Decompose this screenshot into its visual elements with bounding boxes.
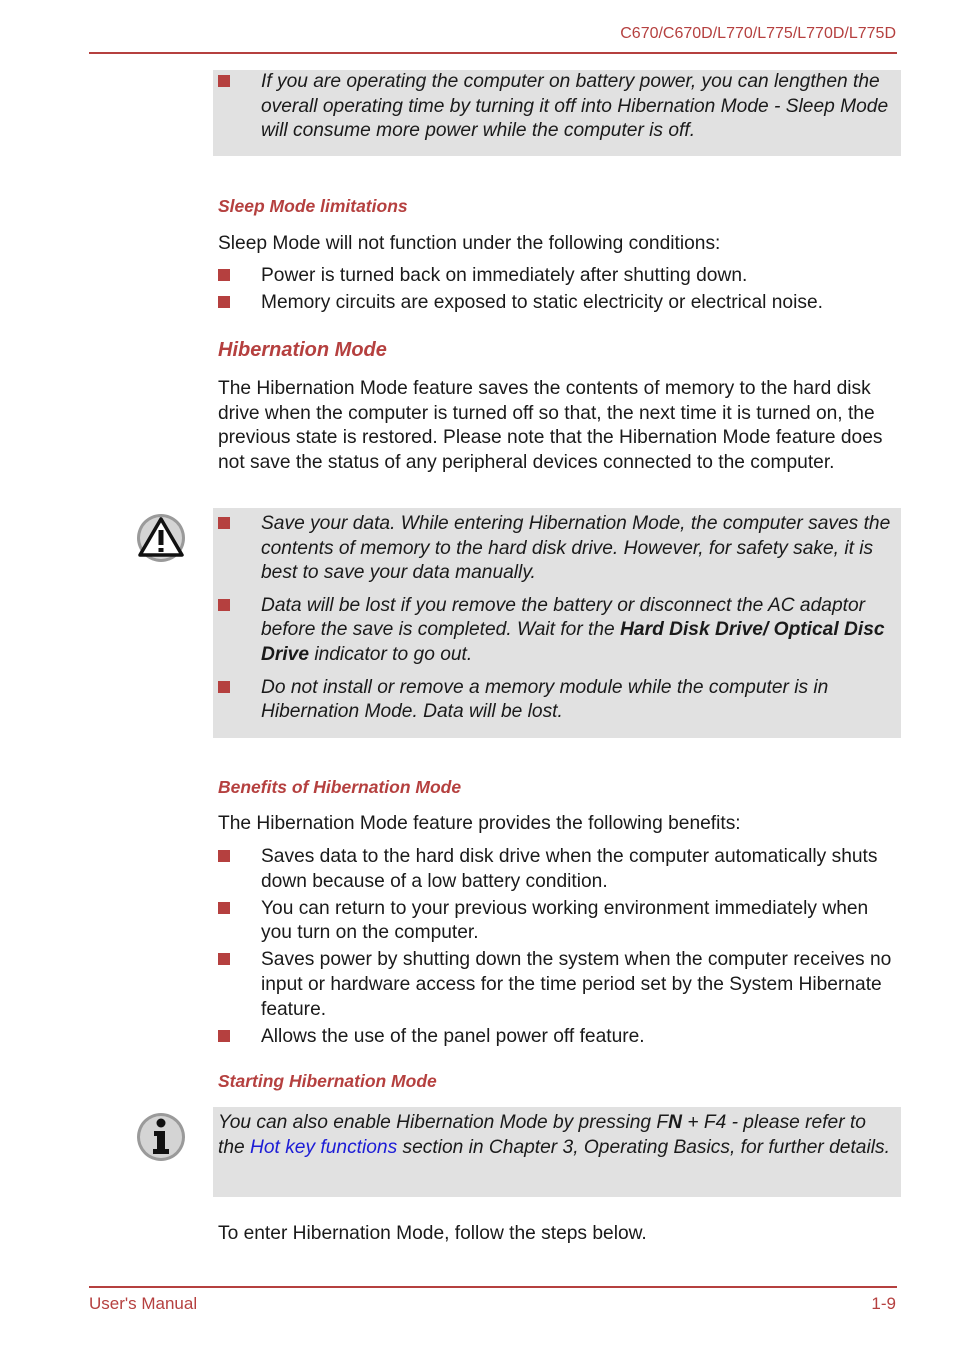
battery-note-list bbox=[213, 70, 893, 144]
bullet-icon bbox=[218, 75, 230, 87]
list-item: Saves data to the hard disk drive when the computer automatically shuts down because of a low battery condition. bbox=[213, 845, 903, 894]
list-item: If you are operating the computer on battery power, you can lengthen the overall operating time by turning it off into Hibernation Mode - Sleep Mode will consume more power while the computer is off. bbox=[213, 70, 893, 144]
bullet-icon bbox=[218, 296, 230, 308]
benefits-heading: Benefits of Hibernation Mode bbox=[218, 777, 462, 797]
footer-manual-title: User's Manual bbox=[89, 1294, 198, 1313]
steps-intro: To enter Hibernation Mode, follow the steps below. bbox=[218, 1223, 647, 1244]
caution-list bbox=[213, 512, 893, 725]
sleep-limitations-list bbox=[213, 264, 903, 318]
caution-note bbox=[213, 508, 901, 738]
sleep-limitations-intro: Sleep Mode will not function under the following conditions: bbox=[218, 233, 721, 254]
info-note-text: You can also enable Hibernation Mode by pressing FN + F4 - please refer to the Hot key functions section in Chapter 3, Operating Basics, for further details. bbox=[218, 1112, 890, 1158]
page-number: 1-9 bbox=[871, 1294, 896, 1313]
bullet-icon bbox=[218, 269, 230, 281]
list-item: Data will be lost if you remove the battery or disconnect the AC adaptor before the save is completed. Wait for the Hard Disk Drive/ Optical Disc Drive indicator to go out. bbox=[213, 594, 893, 668]
list-item: Allows the use of the panel power off feature. bbox=[213, 1025, 903, 1050]
hibernation-heading: Hibernation Mode bbox=[218, 339, 387, 361]
benefits-intro: The Hibernation Mode feature provides the following benefits: bbox=[218, 813, 741, 834]
benefits-list bbox=[213, 845, 903, 1052]
bullet-icon bbox=[218, 599, 230, 611]
bullet-icon bbox=[218, 681, 230, 693]
battery-note bbox=[213, 70, 901, 156]
bullet-icon bbox=[218, 517, 230, 529]
bullet-icon bbox=[218, 1030, 230, 1042]
warning-triangle-icon bbox=[136, 513, 186, 563]
header-model-text: C670/C670D/L770/L775/L770D/L775D bbox=[620, 25, 896, 42]
drive-indicator-name: Hard Disk Drive/ Optical Disc Drive bbox=[261, 619, 885, 665]
info-note bbox=[213, 1107, 901, 1197]
list-item: You can return to your previous working environment immediately when you turn on the computer. bbox=[213, 897, 903, 946]
list-item: Power is turned back on immediately after shutting down. bbox=[213, 264, 903, 289]
hot-key-functions-link[interactable]: Hot key functions bbox=[250, 1136, 398, 1158]
footer-rule bbox=[89, 1286, 897, 1288]
info-icon bbox=[136, 1112, 186, 1162]
list-item: Memory circuits are exposed to static electricity or electrical noise. bbox=[213, 291, 903, 316]
starting-heading: Starting Hibernation Mode bbox=[218, 1071, 437, 1091]
sleep-limitations-heading: Sleep Mode limitations bbox=[218, 196, 408, 216]
hibernation-body: The Hibernation Mode feature saves the contents of memory to the hard disk drive when the computer is turned off so that, the next time it is turned on, the previous state is restored. Please note that the Hibernation Mode feature does not save the status of any peripheral devices connected to the computer. bbox=[218, 378, 883, 473]
list-item: Save your data. While entering Hibernation Mode, the computer saves the contents of memory to the hard disk drive. However, for safety sake, it is best to save your data manually. bbox=[213, 512, 893, 586]
header-rule bbox=[89, 52, 897, 54]
list-item: Do not install or remove a memory module while the computer is in Hibernation Mode. Data will be lost. bbox=[213, 676, 893, 725]
bullet-icon bbox=[218, 850, 230, 862]
bullet-icon bbox=[218, 953, 230, 965]
bullet-icon bbox=[218, 902, 230, 914]
list-item: Saves power by shutting down the system when the computer receives no input or hardware access for the time period set by the System Hibernate feature. bbox=[213, 948, 903, 1022]
